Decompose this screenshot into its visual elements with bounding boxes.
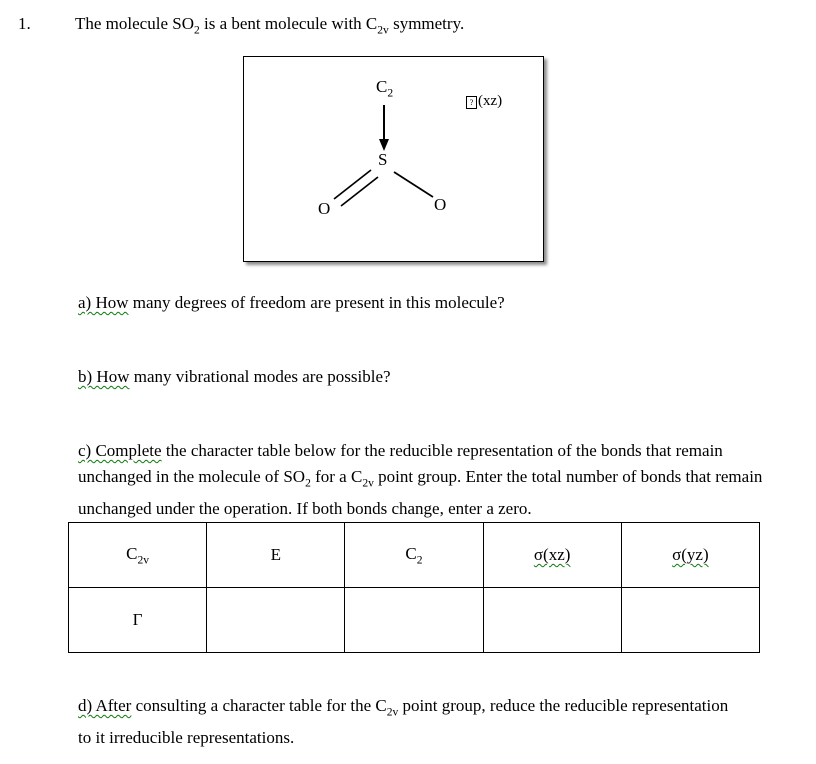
sulfur-atom-label: S: [378, 150, 388, 169]
double-bond-line-1: [334, 170, 371, 199]
molecule-diagram: [243, 56, 544, 262]
mirror-plane-label: [466, 93, 502, 110]
table-header-c2: $C_2$: [345, 523, 483, 588]
oxygen-left-atom-label: O: [318, 199, 331, 218]
table-header-point-group: $C_{2v}$: [69, 523, 207, 588]
missing-glyph-box-icon: ?: [466, 96, 477, 109]
table-cell-gamma: Γ: [69, 588, 207, 653]
table-header-identity: E: [207, 523, 345, 588]
oxygen-right-atom-label: O: [434, 195, 447, 214]
table-cell-blank-sigma-yz: [621, 588, 759, 653]
part-c-question: c) Complete the character table below for the reducible representation of the bonds that remain unchanged in the molecule of $SO_2$ for a $C_{2v}$ point group. Enter the total number of bonds that remain unchanged under the operation. If both bonds change, enter a zero.: [78, 441, 763, 519]
molecule-bonds-drawing: [244, 57, 545, 263]
character-table: [68, 522, 760, 653]
table-cell-blank-e: [207, 588, 345, 653]
table-cell-blank-c2: [345, 588, 483, 653]
c2-axis-label: $C_2$: [376, 77, 394, 100]
mirror-plane-text: (xz): [478, 93, 503, 109]
table-header-sigma-xz: σ(xz): [483, 523, 621, 588]
part-b-question: b) How many vibrational modes are possible?: [78, 367, 391, 386]
part-a-question: a) How many degrees of freedom are present in this molecule?: [78, 293, 505, 312]
table-header-sigma-yz: σ(yz): [621, 523, 759, 588]
double-bond-line-2: [341, 177, 378, 206]
question-intro: The molecule $SO_2$ is a bent molecule with $C_{2v}$ symmetry.: [75, 14, 465, 37]
question-number: 1.: [18, 14, 31, 33]
single-bond-line: [394, 172, 433, 197]
character-table-header-row: [69, 523, 760, 588]
part-d-question: d) After consulting a character table for the $C_{2v}$ point group, reduce the reducible representation to it irreducible representations.: [78, 696, 729, 748]
character-table-gamma-row: [69, 588, 760, 653]
table-cell-blank-sigma-xz: [483, 588, 621, 653]
